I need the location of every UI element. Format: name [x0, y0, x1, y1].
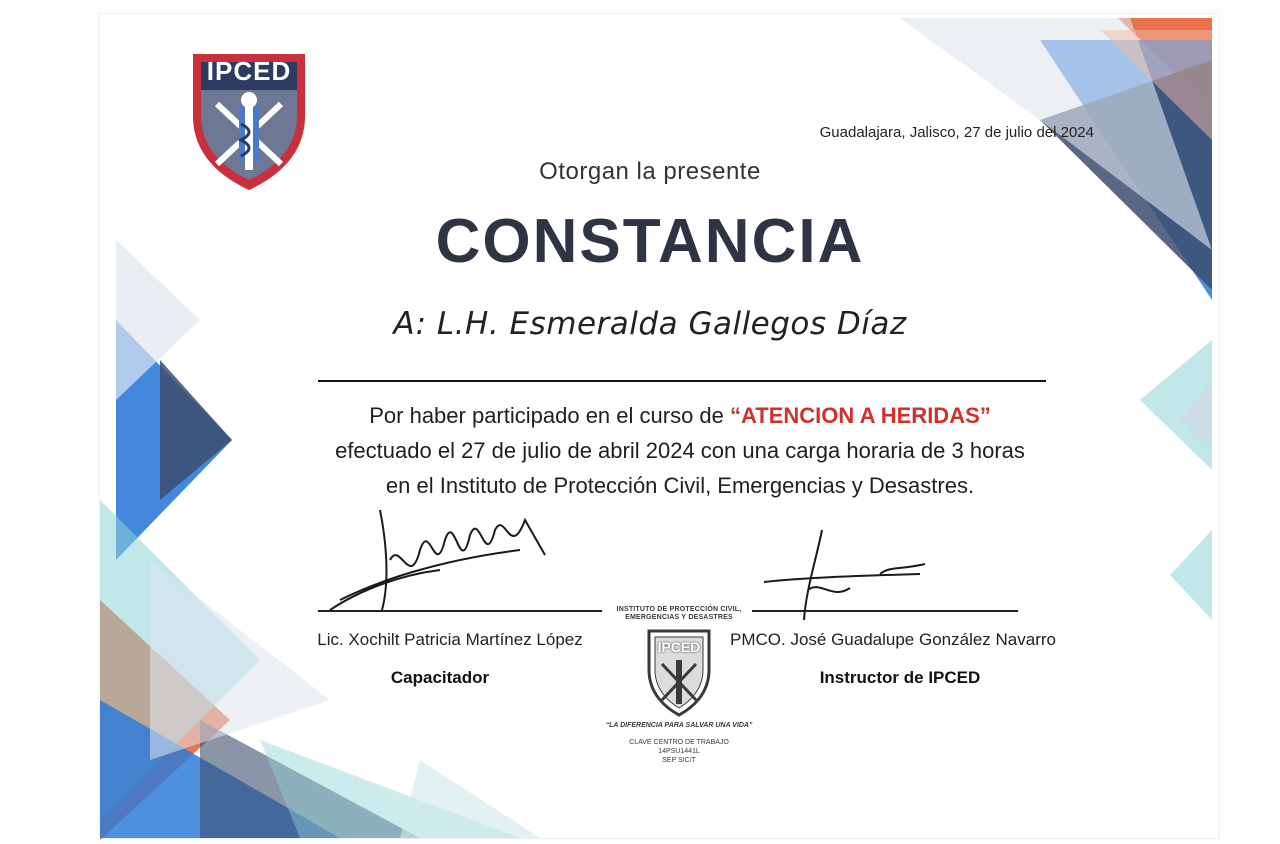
- logo-text: IPCED: [206, 56, 292, 86]
- certificate-title: CONSTANCIA: [435, 207, 865, 276]
- stamp-clave-label: CLAVE CENTRO DE TRABAJO: [629, 739, 729, 746]
- body-line-1: [250, 398, 1110, 433]
- signature-left: [320, 480, 560, 620]
- signer-left-name: Lic. Xochilt Patricia Martínez López: [317, 630, 583, 649]
- course-name: “ATENCION A HERIDAS”: [730, 403, 991, 428]
- recipient-underline: [318, 380, 1046, 382]
- stamp-motto: “LA DIFERENCIA PARA SALVAR UNA VIDA”: [605, 722, 753, 729]
- signature-line-left: [318, 610, 602, 612]
- signer-right-name: PMCO. José Guadalupe González Navarro: [730, 630, 1056, 649]
- stamp-badge-text: IPCED: [657, 639, 701, 655]
- intro-text: Otorgan la presente: [539, 158, 761, 185]
- stamp-header: [604, 606, 754, 622]
- body-line-1-prefix: Por haber participado en el curso de: [369, 403, 731, 428]
- signer-right-role: Instructor de IPCED: [819, 668, 981, 687]
- stamp-clave-code: 14PSU1441L: [658, 748, 700, 755]
- signature-line-right: [752, 610, 1018, 612]
- signature-right: [760, 520, 940, 630]
- body-line-2: efectuado el 27 de julio de abril 2024 con una carga horaria de 3 horas: [335, 438, 1025, 463]
- stamp-line-1: INSTITUTO DE PROTECCIÓN CIVIL,: [616, 606, 742, 613]
- body-line-3: en el Instituto de Protección Civil, Emergencias y Desastres.: [385, 473, 975, 498]
- stamp-clave: [604, 738, 754, 765]
- stamp-line-2: EMERGENCIAS Y DESASTRES: [625, 614, 733, 621]
- signer-left-role: Capacitador: [390, 668, 490, 687]
- stamp-clave-sep: SEP SIC/T: [662, 757, 696, 764]
- place-date: Guadalajara, Jalisco, 27 de julio del 2024: [819, 124, 1094, 141]
- recipient-name: A: L.H. Esmeralda Gallegos Díaz: [393, 306, 907, 342]
- official-stamp: [604, 602, 754, 782]
